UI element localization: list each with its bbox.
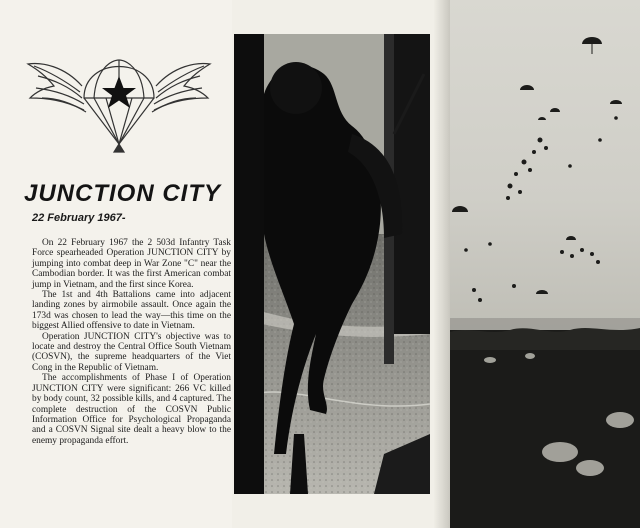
article-paragraph: On 22 February 1967 the 2 503d Infantry Task Force spearheaded Operation JUNCTION CITY by jumping into combat deep in War Zone "C" near the Cambodian border. It was the first American combat jump in Vietnam, and the first since Korea. — [32, 238, 231, 290]
article-body — [32, 238, 231, 446]
parachutist-wings-star-icon — [24, 36, 214, 156]
article-title: JUNCTION CITY — [24, 180, 222, 207]
parachutes-sky-photo — [450, 0, 640, 528]
article-paragraph: The accomplishments of Phase I of Operation JUNCTION CITY were significant: 266 VC killed by body count, 32 possible kills, and 4 captured. The complete destruction of the COSVN Public Information Office for Psychological Propaganda and a COSVN Signal site dealt a heavy blow to the enemy propaganda effort. — [32, 373, 231, 446]
paratrooper-door-photo — [234, 34, 430, 494]
page-gutter — [434, 0, 450, 528]
article-column — [0, 0, 232, 528]
article-paragraph: The 1st and 4th Battalions came into adjacent landing zones by airmobile assault. Once again the 173d was chosen to lead the way—this time on the biggest Allied offensive to date in Vietnam. — [32, 290, 231, 332]
article-date: 22 February 1967- — [32, 212, 126, 224]
article-paragraph: Operation JUNCTION CITY's objective was to locate and destroy the Central Office South Vietnam (COSVN), the supreme headquarters of the Viet Cong in the Republic of Vietnam. — [32, 331, 231, 373]
